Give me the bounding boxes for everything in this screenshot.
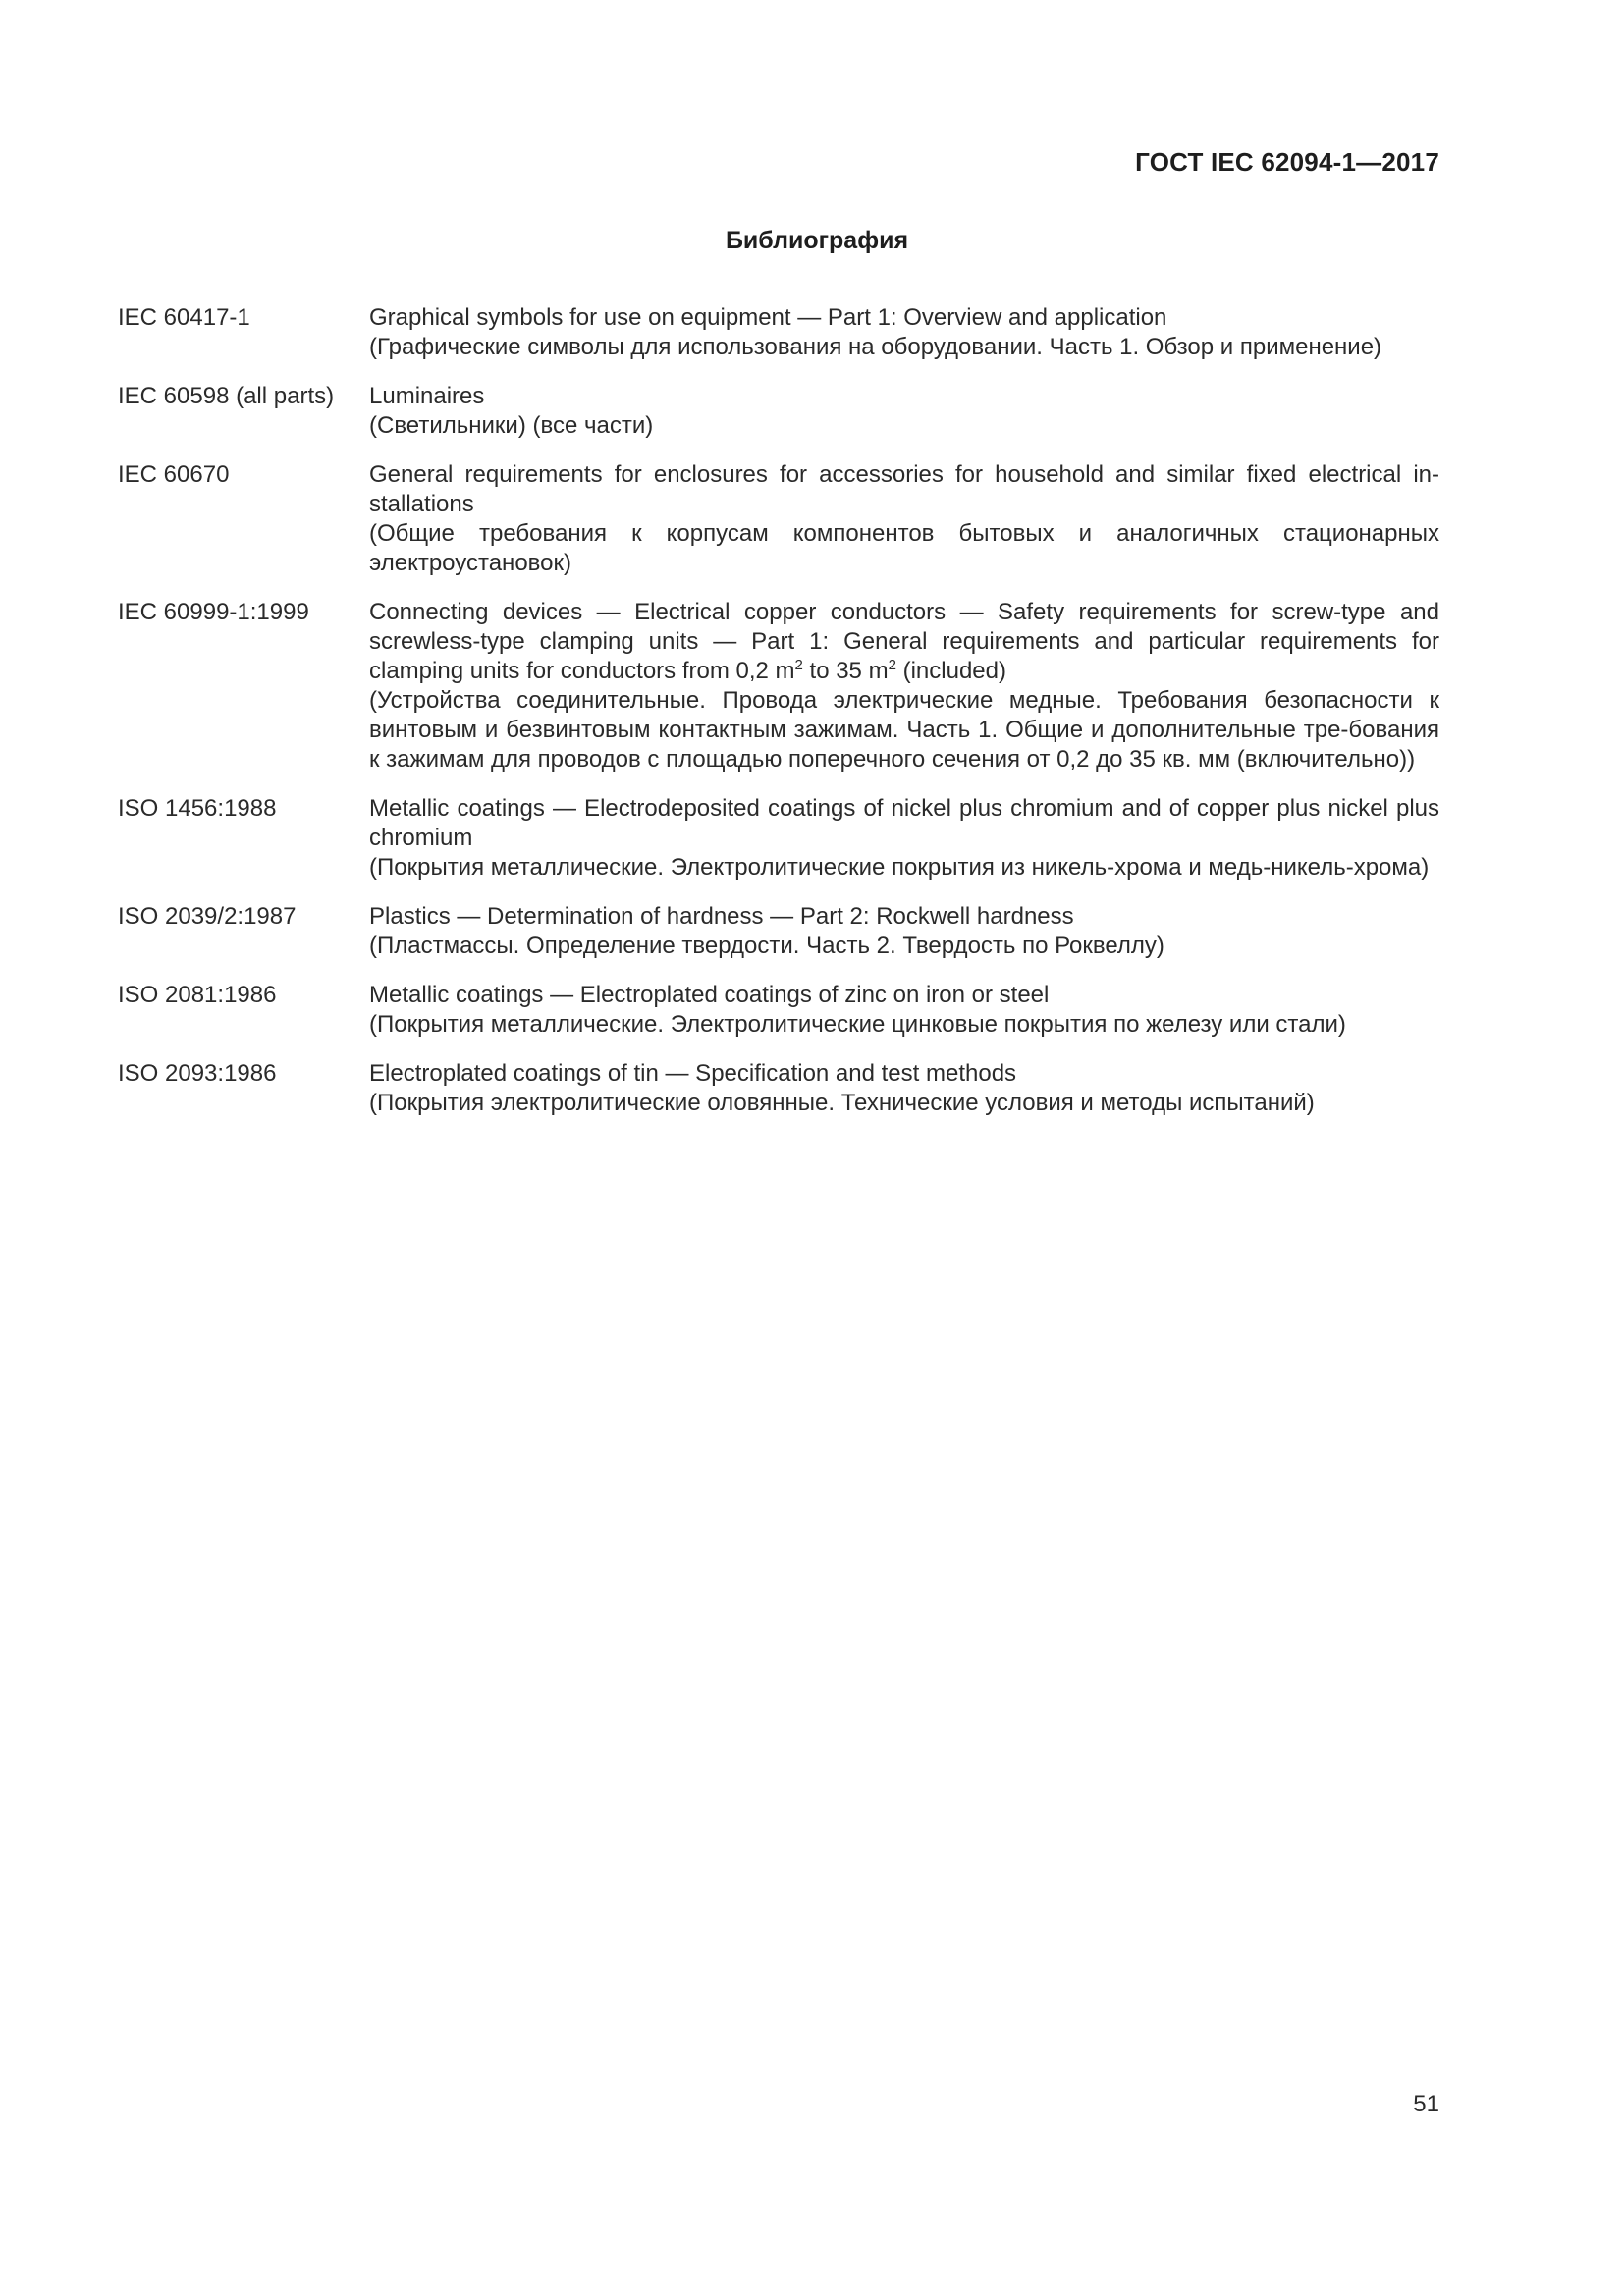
reference-title-en-part: Connecting devices — Electrical copper conductors — Safety requirements for screw-type and screwless-type clamping units — Part 1: General requirements and particular requirements for clamping units for conductors from 0,2 m xyxy=(369,599,1439,684)
reference-title-ru: (Покрытия металлические. Электролитические покрытия из никель-хрома и медь-никель-хрома) xyxy=(369,854,1430,881)
reference-text xyxy=(369,382,1439,441)
reference-code: IEC 60670 xyxy=(118,461,230,488)
reference-title-ru: (Пластмассы. Определение твердости. Часть 2. Твердость по Роквеллу) xyxy=(369,933,1164,959)
bibliography-entry xyxy=(118,303,1439,362)
reference-title-ru: (Покрытия металлические. Электролитические цинковые покрытия по железу или стали) xyxy=(369,1011,1346,1038)
reference-code: ISO 2081:1986 xyxy=(118,982,277,1008)
reference-title-en: Metallic coatings — Electroplated coatings of zinc on iron or steel xyxy=(369,982,1050,1008)
bibliography-entry xyxy=(118,382,1439,441)
reference-code: ISO 1456:1988 xyxy=(118,795,277,822)
reference-title-ru: (Покрытия электролитические оловянные. Технические условия и методы испытаний) xyxy=(369,1090,1315,1116)
reference-text xyxy=(369,303,1439,362)
superscript: 2 xyxy=(888,657,896,673)
bibliography-entry xyxy=(118,598,1439,774)
reference-text xyxy=(369,1059,1439,1118)
reference-title-ru: (Светильники) (все части) xyxy=(369,412,654,439)
reference-title-en: Graphical symbols for use on equipment — Part 1: Overview and application xyxy=(369,304,1167,331)
reference-title-en: Luminaires xyxy=(369,383,485,409)
bibliography-entry xyxy=(118,902,1439,961)
reference-text xyxy=(369,460,1439,578)
reference-code: ISO 2093:1986 xyxy=(118,1060,277,1087)
reference-text xyxy=(369,598,1439,774)
reference-title-en: Plastics — Determination of hardness — Part 2: Rockwell hardness xyxy=(369,903,1074,930)
reference-text xyxy=(369,794,1439,882)
bibliography-entry xyxy=(118,794,1439,882)
superscript: 2 xyxy=(794,657,803,673)
bibliography-entry xyxy=(118,1059,1439,1118)
reference-title-ru: (Графические символы для использования на оборудовании. Часть 1. Обзор и применение) xyxy=(369,334,1382,360)
reference-title-en-part: to 35 m xyxy=(802,658,889,684)
reference-code: IEC 60999-1:1999 xyxy=(118,599,309,625)
reference-title-en-part: (included) xyxy=(895,658,1006,684)
bibliography-list xyxy=(118,303,1439,1138)
reference-text xyxy=(369,902,1439,961)
reference-title-ru: (Устройства соединительные. Провода электрические медные. Требования безопасности к винтовым и безвинтовым контактным зажимам. Часть 1. Общие и дополнительные тре-бования к зажимам для проводов с площадью поперечного сечения от 0,2 до 35 кв. мм (включительно)) xyxy=(369,687,1439,773)
reference-title-ru: (Общие требования к корпусам компонентов бытовых и аналогичных стационарных электроустановок) xyxy=(369,520,1439,576)
reference-code: ISO 2039/2:1987 xyxy=(118,903,297,930)
document-code: ГОСТ IEC 62094-1—2017 xyxy=(1135,147,1439,177)
reference-code: IEC 60417-1 xyxy=(118,304,250,331)
reference-title-en xyxy=(369,598,1439,686)
reference-title-en: General requirements for enclosures for accessories for household and similar fixed electrical in-stallations xyxy=(369,461,1439,517)
reference-text xyxy=(369,981,1439,1040)
bibliography-entry xyxy=(118,460,1439,578)
page-number: 51 xyxy=(1413,2091,1439,2117)
reference-title-en: Electroplated coatings of tin — Specification and test methods xyxy=(369,1060,1017,1087)
bibliography-entry xyxy=(118,981,1439,1040)
reference-code: IEC 60598 (all parts) xyxy=(118,383,335,409)
section-title: Библиография xyxy=(725,227,909,254)
reference-title-en: Metallic coatings — Electrodeposited coatings of nickel plus chromium and of copper plus nickel plus chromium xyxy=(369,795,1439,851)
